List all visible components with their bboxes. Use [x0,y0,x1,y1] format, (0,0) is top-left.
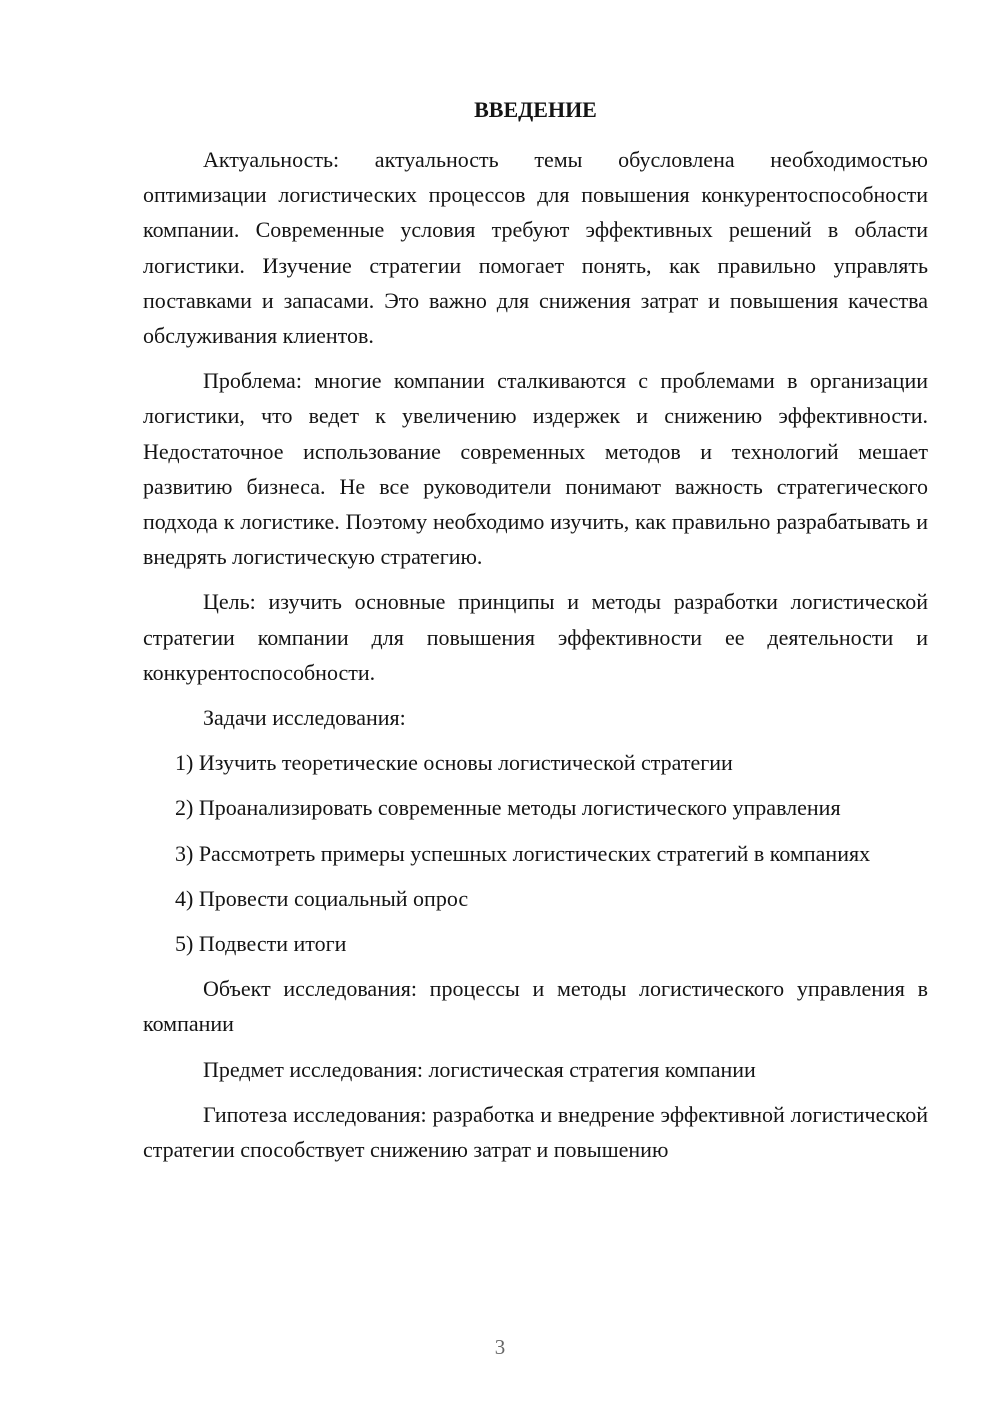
paragraph-hypothesis: Гипотеза исследования: разработка и внедрение эффективной логистической стратегии способствует снижению затрат и повышению [143,1101,928,1163]
task-item: 3) Рассмотреть примеры успешных логистических стратегий в компаниях [175,840,871,866]
paragraph-object: Объект исследования: процессы и методы логистического управления в компании [143,976,928,1037]
tasks-heading: Задачи исследования: [203,705,406,731]
task-item: 4) Провести социальный опрос [175,885,469,911]
paragraph-relevance: Актуальность: актуальность темы обусловлена необходимостью оптимизации логистических процессов для повышения конкурентоспособности компании. Современные условия требуют эффективных решений в области логистики. Изучение стратегии помогает понять, как правильно управлять поставками и запасами. Это важно для снижения затрат и повышения качества обслуживания клиентов. [143,147,928,349]
task-item: 5) Подвести итоги [175,931,347,957]
page-number: 3 [494,1335,506,1359]
paragraph-subject: Предмет исследования: логистическая стратегия компании [203,1056,756,1082]
body-text [143,142,928,1177]
paragraph-problem: Проблема: многие компании сталкиваются с проблемами в организации логистики, что ведет к увеличению издержек и снижению эффективности. Недостаточное использование современных методов и технологий мешает развитию бизнеса. Не все руководители понимают важность стратегического подхода к логистике. Поэтому необходимо изучить, как правильно разрабатывать и внедрять логистическую стратегию. [143,368,928,570]
section-heading: ВВЕДЕНИЕ [474,97,597,122]
task-item: 2) Проанализировать современные методы логистического управления [175,795,841,821]
task-item: 1) Изучить теоретические основы логистической стратегии [175,750,733,776]
paragraph-goal: Цель: изучить основные принципы и методы разработки логистической стратегии компании для повышения эффективности ее деятельности и конкурентоспособности. [143,589,928,685]
